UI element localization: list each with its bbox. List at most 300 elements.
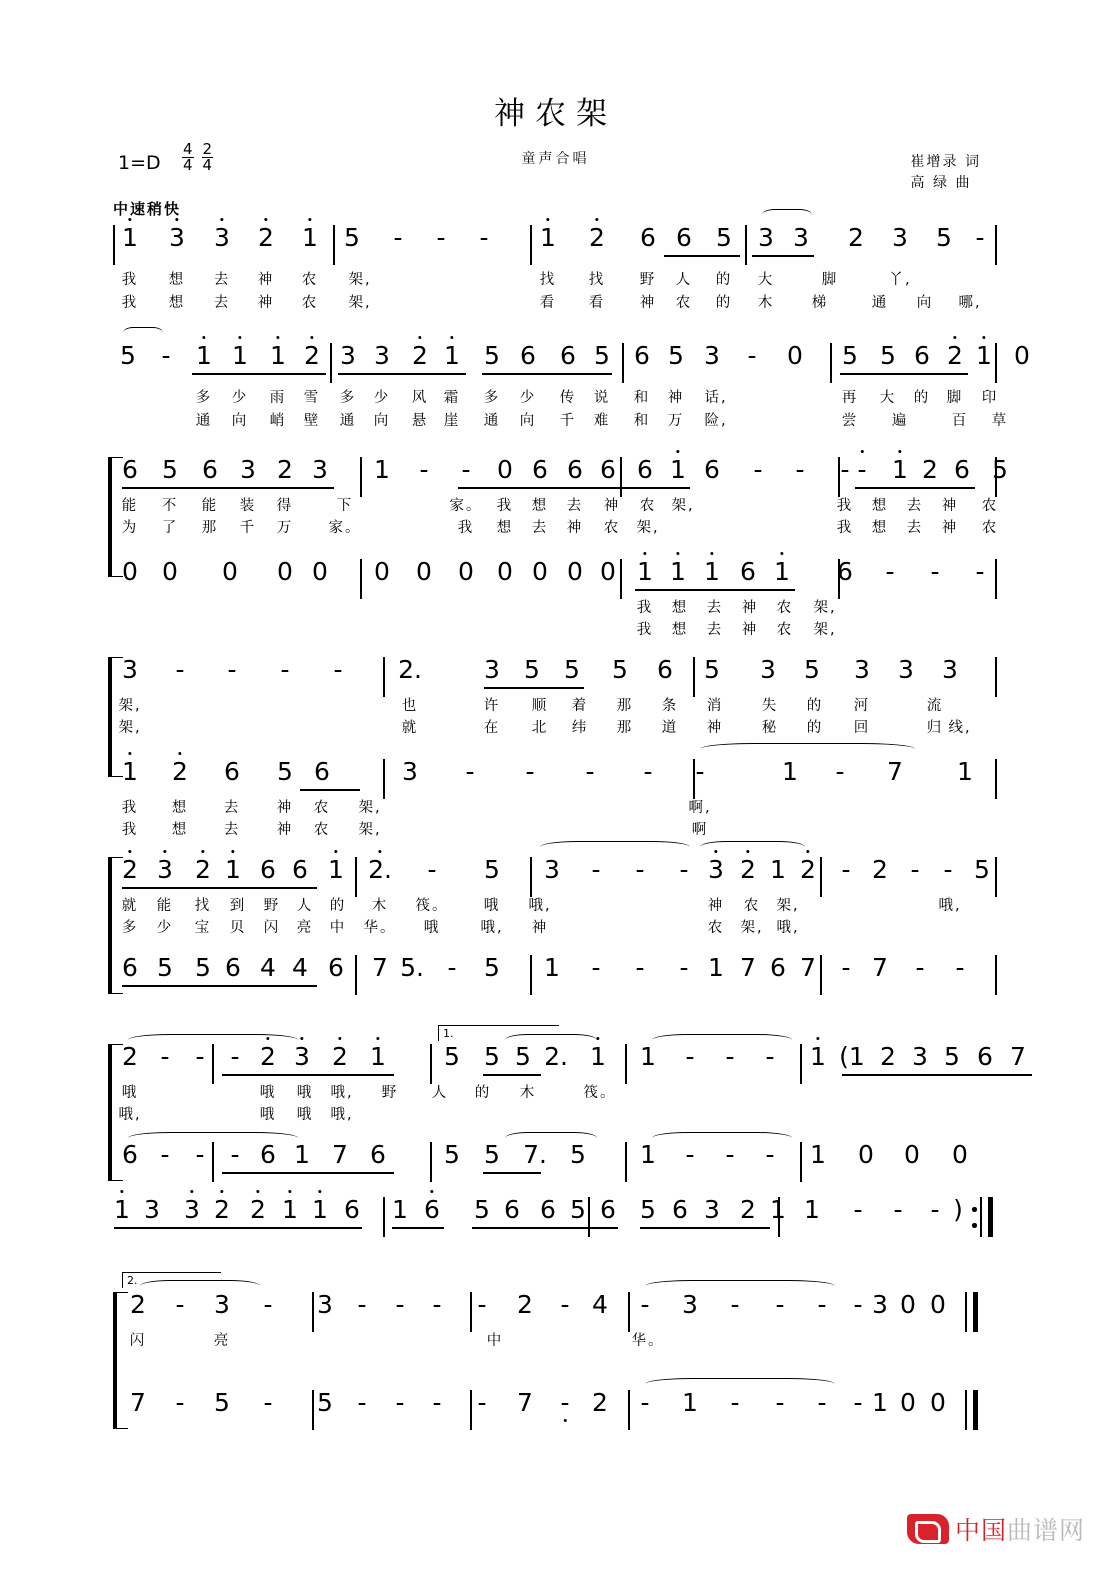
slur xyxy=(140,1280,260,1292)
note: - xyxy=(685,1140,695,1169)
note: 0 xyxy=(416,557,432,586)
note: 5 xyxy=(842,341,858,370)
lyric-row-1 xyxy=(0,271,1111,294)
lyric: 不 xyxy=(161,498,179,514)
beam xyxy=(338,373,466,375)
lyric-row-1 xyxy=(0,697,1111,720)
note: (1 xyxy=(839,1042,865,1071)
lyric: 想 xyxy=(671,622,689,638)
note: 1 xyxy=(114,1195,130,1224)
lyric: 架, xyxy=(636,520,660,536)
lyric: 多 xyxy=(339,390,357,406)
lyric: 归 xyxy=(926,720,944,736)
note: 1 xyxy=(804,1195,820,1224)
slur xyxy=(123,327,163,339)
lyric: 贝 xyxy=(229,920,247,936)
slur xyxy=(652,1132,792,1144)
beam xyxy=(752,255,814,257)
lyric: 顺 xyxy=(531,698,549,714)
note: - xyxy=(975,223,985,252)
lyric: 架, xyxy=(813,600,837,616)
note: - xyxy=(853,1388,863,1417)
lyric: 通 xyxy=(483,413,501,429)
note: - xyxy=(817,1388,827,1417)
lyric: 去 xyxy=(213,295,231,311)
note: - xyxy=(477,1290,487,1319)
lyric-row-2 xyxy=(0,519,1111,542)
beam xyxy=(222,1172,394,1174)
note: 1 xyxy=(774,557,790,586)
beam xyxy=(484,687,584,689)
note: 6 xyxy=(640,223,656,252)
lyric: 农 xyxy=(301,295,319,311)
lyric: 就 xyxy=(121,898,139,914)
note: - xyxy=(841,855,851,884)
note: - xyxy=(427,855,437,884)
note: 5 xyxy=(804,655,820,684)
lyric: 人 xyxy=(296,898,314,914)
lyric: 找 xyxy=(539,272,557,288)
note: 5 xyxy=(515,1042,531,1071)
note: - xyxy=(753,455,763,484)
lyric: 农 xyxy=(675,295,693,311)
lyric: 农 xyxy=(776,622,794,638)
note: 3 xyxy=(402,757,418,786)
note: 2 xyxy=(172,757,188,786)
note: 1 xyxy=(196,341,212,370)
note: - xyxy=(910,855,920,884)
lyric: 野 xyxy=(639,272,657,288)
note: 3 xyxy=(544,855,560,884)
note: 7 xyxy=(130,1388,146,1417)
note: - xyxy=(685,1042,695,1071)
note: 5 xyxy=(570,1140,586,1169)
note: ) xyxy=(953,1195,963,1224)
lyric: 河 xyxy=(853,698,871,714)
note: 0 xyxy=(497,557,513,586)
note: 5 xyxy=(162,455,178,484)
lyric: 想 xyxy=(496,520,514,536)
note: - xyxy=(635,953,645,982)
lyric: 我 xyxy=(496,498,514,514)
note: 3 xyxy=(892,223,908,252)
lyric: 找 xyxy=(588,272,606,288)
lyric-row-1 xyxy=(0,897,1111,920)
note: 5 xyxy=(524,655,540,684)
note: 2 xyxy=(740,1195,756,1224)
lyric: 梯 xyxy=(811,295,829,311)
note: 3 xyxy=(704,341,720,370)
note: 2 xyxy=(214,1195,230,1224)
beam xyxy=(842,1074,1032,1076)
lyric: 筏。 xyxy=(583,1085,617,1101)
lyric: 想 xyxy=(871,498,889,514)
note: 5 xyxy=(944,1042,960,1071)
beam xyxy=(640,1227,770,1229)
note: - xyxy=(230,1140,240,1169)
lyric: 着 xyxy=(571,698,589,714)
note: 5. xyxy=(400,953,424,982)
note: - xyxy=(160,1042,170,1071)
lyric: 回 xyxy=(853,720,871,736)
lyric: 哦 xyxy=(296,1085,314,1101)
lyric: 的 xyxy=(806,720,824,736)
composer-credit: 高 绿 曲 xyxy=(910,175,972,191)
lyric: 向 xyxy=(519,413,537,429)
lyric: 哦 xyxy=(259,1085,277,1101)
note: - xyxy=(765,1140,775,1169)
note: 1 xyxy=(810,1140,826,1169)
note: - xyxy=(160,1140,170,1169)
system-7 xyxy=(0,1195,1111,1255)
note: 1 xyxy=(892,455,908,484)
lyric: 啊, xyxy=(688,800,712,816)
note: 3 xyxy=(122,655,138,684)
note-row-soprano xyxy=(0,1292,1111,1332)
note: 6 xyxy=(292,855,308,884)
lyric: 农 xyxy=(603,520,621,536)
lyric: 神 xyxy=(706,720,724,736)
lyric: 脚 xyxy=(946,390,964,406)
lyric: 条 xyxy=(661,698,679,714)
note: - xyxy=(161,341,171,370)
time-signature xyxy=(182,142,221,173)
note: 5 xyxy=(974,855,990,884)
note: 2. xyxy=(544,1042,568,1071)
lyric: 农 xyxy=(313,822,331,838)
note: - xyxy=(395,1388,405,1417)
note: 5 xyxy=(484,341,500,370)
note: 6 xyxy=(504,1195,520,1224)
note: 3 xyxy=(184,1195,200,1224)
lyric: 去 xyxy=(213,272,231,288)
note: - xyxy=(525,757,535,786)
note: 3 xyxy=(169,223,185,252)
beam xyxy=(472,1227,618,1229)
lyric: 的 xyxy=(474,1085,492,1101)
lyric: 少 xyxy=(156,920,174,936)
note: - xyxy=(357,1388,367,1417)
note: - xyxy=(840,455,850,484)
key-signature: 1=D xyxy=(118,152,161,174)
note: 6 xyxy=(314,757,330,786)
lyric: 神 xyxy=(276,822,294,838)
lyric: 那 xyxy=(201,520,219,536)
note: 2. xyxy=(398,655,422,684)
lyric: 看 xyxy=(539,295,557,311)
lyric: 我 xyxy=(836,520,854,536)
ending-label: 2. xyxy=(127,1274,138,1287)
lyric: 找 xyxy=(194,898,212,914)
lyric-row-1 xyxy=(0,1332,1111,1355)
note: 6 xyxy=(224,757,240,786)
beam xyxy=(458,487,690,489)
note: 1 xyxy=(312,1195,328,1224)
lyric: 线, xyxy=(948,720,972,736)
note: 3 xyxy=(682,1290,698,1319)
lyric: 我 xyxy=(121,822,139,838)
note: 3 xyxy=(484,655,500,684)
note-row-soprano xyxy=(0,657,1111,697)
note: 5 xyxy=(484,1042,500,1071)
note: 6 xyxy=(954,455,970,484)
note: 1 xyxy=(770,1195,786,1224)
meter-2-numerator: 2 xyxy=(202,140,213,158)
lyric: 多 xyxy=(483,390,501,406)
beam xyxy=(482,373,612,375)
lyric: 野 xyxy=(263,898,281,914)
lyric: 闪 xyxy=(263,920,281,936)
lyric: 说 xyxy=(593,390,611,406)
lyric: 向 xyxy=(916,295,934,311)
note: - xyxy=(857,455,867,484)
lyric: 我 xyxy=(121,800,139,816)
lyric: 向 xyxy=(373,413,391,429)
note: 2 xyxy=(122,855,138,884)
note: 0 xyxy=(374,557,390,586)
note: 6 xyxy=(740,557,756,586)
note: 5 xyxy=(594,341,610,370)
lyric: 去 xyxy=(223,800,241,816)
note: - xyxy=(585,757,595,786)
note: 3 xyxy=(340,341,356,370)
note: 3 xyxy=(704,1195,720,1224)
lyric: 那 xyxy=(616,698,634,714)
lyric: 木 xyxy=(371,898,389,914)
slur xyxy=(762,209,812,221)
lyric: 万 xyxy=(276,520,294,536)
note: - xyxy=(280,655,290,684)
note: 1 xyxy=(782,757,798,786)
note: 6 xyxy=(600,1195,616,1224)
note-row-alto xyxy=(0,759,1111,799)
lyric-row-2 xyxy=(0,719,1111,742)
lyric: 哦, xyxy=(330,1107,354,1123)
note-row-melody xyxy=(0,225,1111,265)
lyric: 看 xyxy=(588,295,606,311)
note: 5 xyxy=(640,1195,656,1224)
lyric: 去 xyxy=(706,622,724,638)
note: 2 xyxy=(848,223,864,252)
note: 1 xyxy=(282,1195,298,1224)
note: - xyxy=(591,953,601,982)
beam xyxy=(122,487,334,489)
note: 5 xyxy=(277,757,293,786)
note-row-melody xyxy=(0,1197,1111,1237)
lyric: 失 xyxy=(761,698,779,714)
lyric-row-2 xyxy=(0,294,1111,317)
lyric: 尝 xyxy=(841,413,859,429)
lyric: 农 xyxy=(981,498,999,514)
lyric: 和 xyxy=(633,413,651,429)
note: 6 xyxy=(837,557,853,586)
note: 4 xyxy=(592,1290,608,1319)
lyric: 神 xyxy=(941,498,959,514)
beam xyxy=(635,589,795,591)
beam xyxy=(114,1227,362,1229)
system-3 xyxy=(0,455,1111,650)
lyric: 我 xyxy=(121,295,139,311)
page-title: 神农架 xyxy=(494,96,617,132)
lyric: 少 xyxy=(231,390,249,406)
lyric: 遍 xyxy=(891,413,909,429)
lyric: 悬 xyxy=(411,413,429,429)
note: 0 xyxy=(122,557,138,586)
lyric: 神 xyxy=(639,295,657,311)
beam xyxy=(122,887,317,889)
lyric: 装 xyxy=(239,498,257,514)
beam xyxy=(664,255,740,257)
note: 7 xyxy=(372,953,388,982)
lyric: 通 xyxy=(871,295,889,311)
note: 5 xyxy=(564,655,580,684)
note: 1 xyxy=(270,341,286,370)
note: 3 xyxy=(942,655,958,684)
lyric: 的 xyxy=(715,272,733,288)
note: - xyxy=(775,1290,785,1319)
lyric: 哦 xyxy=(121,1085,139,1101)
note: 6 xyxy=(260,855,276,884)
lyric: 家。 xyxy=(449,498,483,514)
lyric: 通 xyxy=(195,413,213,429)
lyric: 哦, xyxy=(118,1107,142,1123)
note: 6 xyxy=(600,455,616,484)
lyric: 农 xyxy=(707,920,725,936)
note: - xyxy=(227,655,237,684)
note: - xyxy=(175,1388,185,1417)
lyricist-credit: 崔增录 词 xyxy=(910,154,981,170)
note: - xyxy=(263,1388,273,1417)
note: 2 xyxy=(880,1042,896,1071)
beam xyxy=(483,1172,541,1174)
note: 7 xyxy=(872,953,888,982)
lyric: 丫, xyxy=(888,272,912,288)
note: 5 xyxy=(317,1388,333,1417)
note: 3 xyxy=(214,223,230,252)
note: 1 xyxy=(957,757,973,786)
lyric: 闪 xyxy=(129,1333,147,1349)
note: 1 xyxy=(670,455,686,484)
note: 1 xyxy=(640,1140,656,1169)
lyric: 家。 xyxy=(328,520,362,536)
beam xyxy=(840,373,968,375)
note: 0 xyxy=(1014,341,1030,370)
note: 7 xyxy=(740,953,756,982)
note: - xyxy=(436,223,446,252)
lyric: 话, xyxy=(704,390,728,406)
logo-icon xyxy=(907,1514,949,1544)
note: 4 xyxy=(292,953,308,982)
note: 6 xyxy=(424,1195,440,1224)
lyric: 我 xyxy=(121,272,139,288)
note: - xyxy=(465,757,475,786)
note: 6 xyxy=(977,1042,993,1071)
note: 3 xyxy=(912,1042,928,1071)
note-row-soprano xyxy=(0,457,1111,497)
note: 6 xyxy=(260,1140,276,1169)
lyric: 千 xyxy=(559,413,577,429)
note: 3 xyxy=(854,655,870,684)
watermark-text-grey: 曲谱网 xyxy=(1006,1516,1085,1545)
lyric: 哦 xyxy=(259,1107,277,1123)
lyric: 多 xyxy=(195,390,213,406)
lyric: 峭 xyxy=(269,413,287,429)
lyric: 农 xyxy=(301,272,319,288)
lyric: 人 xyxy=(675,272,693,288)
note: 5 xyxy=(936,223,952,252)
lyric-row-1 xyxy=(0,1084,1111,1107)
note: 6 xyxy=(122,1140,138,1169)
note: 2 xyxy=(800,855,816,884)
system-4 xyxy=(0,655,1111,850)
lyric: 草 xyxy=(991,413,1009,429)
note: - xyxy=(930,557,940,586)
note: - xyxy=(477,1388,487,1417)
note: - xyxy=(955,953,965,982)
beam xyxy=(855,487,975,489)
lyric: 少 xyxy=(373,390,391,406)
lyric: 野 xyxy=(381,1085,399,1101)
note: 1 xyxy=(770,855,786,884)
system-8 xyxy=(0,1274,1111,1440)
lyric: 了 xyxy=(161,520,179,536)
note: 7 xyxy=(332,1140,348,1169)
note: 2 xyxy=(412,341,428,370)
note: 3 xyxy=(872,1290,888,1319)
lyric: 少 xyxy=(519,390,537,406)
lyric: 华。 xyxy=(363,920,397,936)
note: - xyxy=(725,1140,735,1169)
note: 3 xyxy=(144,1195,160,1224)
lyric: 那 xyxy=(616,720,634,736)
lyric: 下 xyxy=(336,498,354,514)
system-2 xyxy=(0,343,1111,443)
note: 3 xyxy=(793,223,809,252)
note: 1 xyxy=(232,341,248,370)
note: 3 xyxy=(708,855,724,884)
note: 2 xyxy=(277,455,293,484)
lyric: 去 xyxy=(906,498,924,514)
lyric: 神 xyxy=(257,295,275,311)
meter-2-denominator: 4 xyxy=(202,156,213,174)
lyric: 万 xyxy=(667,413,685,429)
note: 6 xyxy=(520,341,536,370)
note: - xyxy=(817,1290,827,1319)
note: 7 xyxy=(800,953,816,982)
note: - xyxy=(765,1042,775,1071)
note: - xyxy=(432,1290,442,1319)
note: 0 xyxy=(567,557,583,586)
lyric: 架, xyxy=(740,920,764,936)
lyric: 千 xyxy=(239,520,257,536)
lyric: 农 xyxy=(313,800,331,816)
lyric: 想 xyxy=(171,800,189,816)
lyric: 啊 xyxy=(691,822,709,838)
note: - xyxy=(930,1195,940,1224)
note: 0 xyxy=(900,1290,916,1319)
note: 1 xyxy=(670,557,686,586)
lyric: 神 xyxy=(276,800,294,816)
note: - xyxy=(263,1290,273,1319)
lyric: 想 xyxy=(871,520,889,536)
note: 2 xyxy=(195,855,211,884)
system-6 xyxy=(0,1027,1111,1190)
lyric: 纬 xyxy=(571,720,589,736)
note: 7. xyxy=(523,1140,547,1169)
note: 6 xyxy=(634,341,650,370)
note: - xyxy=(461,455,471,484)
lyric: 人 xyxy=(431,1085,449,1101)
